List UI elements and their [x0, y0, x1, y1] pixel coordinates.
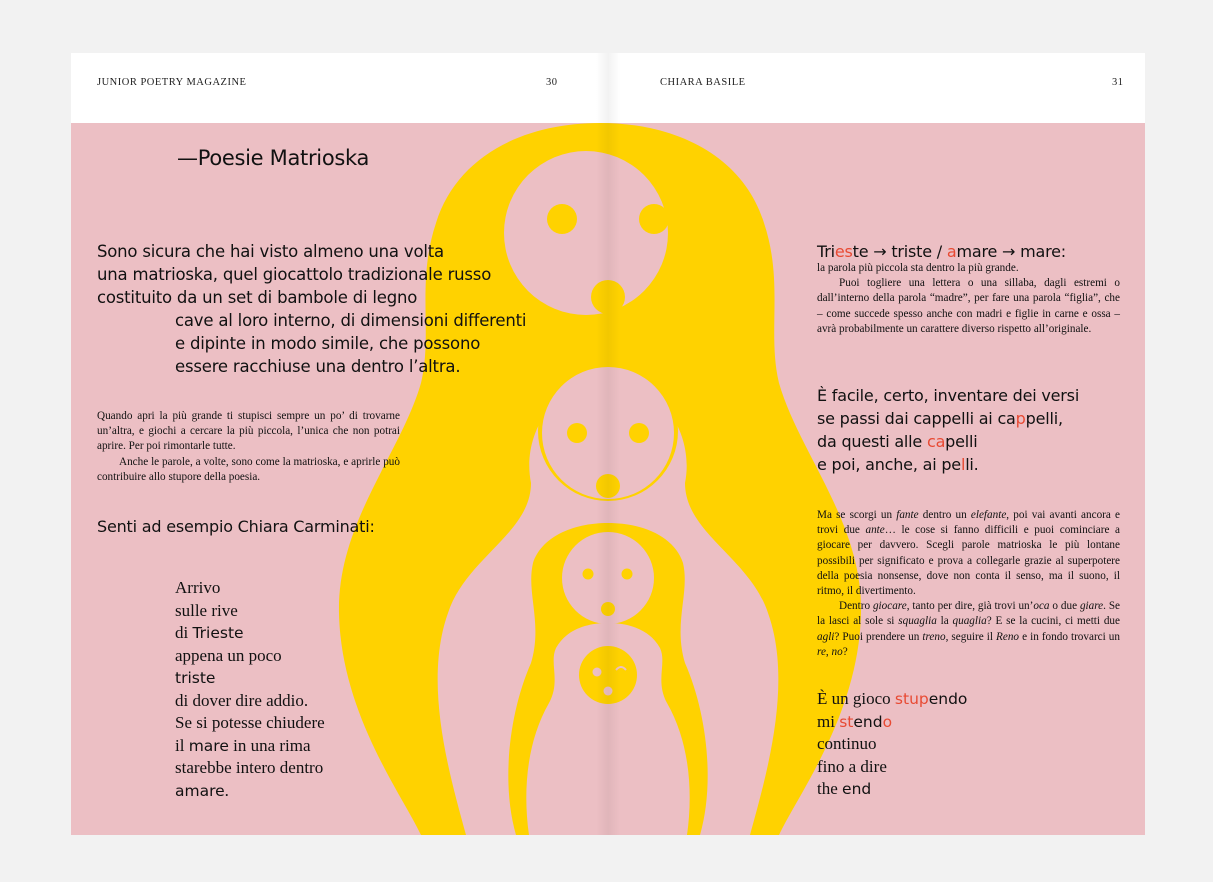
doll-2-mouth: [596, 474, 620, 498]
doll-1-mouth: [591, 280, 625, 314]
doll-4-mouth: [604, 687, 613, 696]
poem-line: appena un poco: [175, 645, 282, 665]
text: dentro un: [918, 509, 971, 521]
poem-keyword: amare: [175, 781, 225, 800]
verse-text: da questi alle: [817, 432, 927, 451]
italic-word: no: [831, 645, 843, 658]
magazine-title: JUNIOR POETRY MAGAZINE: [97, 77, 247, 88]
poem-text: di: [175, 623, 193, 642]
heading-part: te → triste /: [852, 242, 947, 261]
page-number-right: 31: [1112, 77, 1124, 88]
text: Ma se scorgi un: [817, 509, 897, 521]
verse-line: È facile, certo, inventare dei versi: [817, 386, 1080, 405]
left-body-text: [97, 409, 400, 485]
paragraph: Anche le parole, a volte, sono come la matrioska, e aprirle può contribuire allo stupore della poesia.: [97, 455, 400, 483]
poem-highlight: up: [909, 690, 929, 708]
poem-text: in una rima: [228, 735, 311, 755]
poem-keyword: triste: [175, 669, 216, 687]
text: … le cose si fanno difficili e puoi cominciare a giocare per davvero. Scegli parole matrioska le più lontane possibili per significato e prova a collegarle grazie al superpotere della poesia nonsense, dove non conta il senso, ma il suono, il ritmo, il divertimento.: [817, 524, 1120, 598]
verse-highlight: p: [1015, 409, 1026, 428]
intro-line: essere racchiuse una dentro l’altra.: [175, 357, 461, 376]
poem-line: fino a dire: [817, 756, 887, 776]
text: la: [936, 615, 953, 628]
doll-3-right-eye: [622, 569, 633, 580]
intro-line: Sono sicura che hai visto almeno una volta: [97, 242, 444, 261]
italic-word: squaglia: [898, 615, 937, 628]
italic-word: elefante: [970, 509, 1007, 521]
doll-3-left-eye: [583, 569, 594, 580]
poem-line: [817, 711, 1077, 734]
verse-text: pelli: [945, 432, 978, 451]
paragraph: Quando apri la più grande ti stupisci sempre un po’ di trovarne un’altra, e giochi a cercare la più piccola, l’unica che non potrai aprire. Per poi rimontarle tutte.: [97, 410, 400, 453]
text: ,: [825, 645, 832, 658]
doll-2-right-eye: [629, 423, 649, 443]
text: o due: [1049, 600, 1080, 613]
text: ?: [842, 645, 848, 658]
poem-line: [817, 778, 1077, 801]
poem-line: [817, 688, 1077, 711]
heading-highlight: es: [834, 242, 853, 261]
verse-text: se passi dai cappelli ai ca: [817, 409, 1016, 428]
closing-poem: [817, 688, 1077, 801]
poem-keyword: endo: [928, 690, 968, 708]
verse-block: [817, 384, 1117, 476]
magazine-spread: [71, 53, 1145, 835]
intro-line: e dipinte in modo simile, che possono: [175, 334, 481, 353]
poem-text: mi: [817, 711, 840, 731]
poem-line: [175, 735, 435, 758]
poem-line: Arrivo: [175, 578, 221, 597]
page-number-left: 30: [546, 77, 558, 88]
heading-highlight: a: [946, 242, 957, 261]
poem-line: [175, 667, 435, 690]
heading-part: mare → mare:: [956, 242, 1066, 261]
verse-line: [817, 453, 1117, 476]
italic-word: re: [817, 645, 826, 658]
paragraph: Puoi togliere una lettera o una sillaba, dagli estremi o dall’interno della parola “madre”, per fare una parola “figlia”, che – come succede spesso anche con madri e figlie in carne e ossa – avrà probabilmente un carattere diverso rispetto all’originale.: [817, 277, 1120, 335]
verse-line: [817, 430, 1117, 453]
poem-highlight: o: [882, 712, 893, 731]
verse-text: pelli,: [1025, 409, 1063, 428]
heading-subtitle: la parola più piccola sta dentro la più grande.: [817, 262, 1019, 274]
article-title: —Poesie Matrioska: [177, 146, 370, 170]
verse-line: [817, 407, 1117, 430]
subheading: Senti ad esempio Chiara Carminati:: [97, 517, 375, 536]
poem-line: [175, 622, 435, 645]
italic-word: quaglia: [952, 615, 987, 628]
intro-line: costituito da un set di bambole di legno: [97, 288, 418, 307]
italic-word: treno: [922, 630, 946, 643]
poem-highlight: st: [894, 690, 910, 708]
right-body-text-1: [817, 261, 1120, 337]
doll-1-right-eye: [639, 204, 669, 234]
italic-word: Reno: [996, 630, 1020, 643]
text: ? E se la cucini, ci metti due: [986, 615, 1120, 628]
poem-line: di dover dire addio.: [175, 690, 309, 710]
poem-text: .: [224, 780, 229, 800]
doll-4-left-eye: [593, 668, 602, 677]
poem-carminati: [175, 577, 435, 802]
text: e in fondo trovarci un: [1019, 630, 1120, 643]
text: , seguire il: [945, 630, 997, 643]
italic-word: oca: [1033, 600, 1050, 613]
doll-2-left-eye: [567, 423, 587, 443]
poem-line: sulle rive: [175, 600, 238, 620]
poem-text: il: [175, 735, 189, 755]
verse-highlight: l: [960, 455, 966, 474]
intro-text: [97, 240, 577, 378]
poem-keyword: Trieste: [192, 624, 244, 642]
right-body-text-2: [817, 508, 1120, 660]
text: Dentro: [839, 600, 873, 613]
text: , poi vai avanti ancora e trovi due: [817, 509, 1120, 537]
doll-3-mouth-dot: [601, 602, 615, 616]
verse-highlight: ca: [926, 432, 946, 451]
italic-word: giocare: [872, 600, 907, 613]
poem-keyword: end: [842, 780, 872, 798]
text: ? Puoi prendere un: [834, 630, 923, 643]
intro-line: cave al loro interno, di dimensioni differenti: [175, 311, 527, 330]
author-name: CHIARA BASILE: [660, 77, 746, 88]
verse-text: li.: [965, 455, 979, 474]
italic-word: giare: [1079, 600, 1104, 613]
verse-text: e poi, anche, ai pe: [817, 455, 961, 474]
poem-line: [175, 780, 435, 803]
poem-text: the: [817, 779, 843, 798]
poem-keyword: end: [853, 712, 883, 731]
italic-word: fante: [896, 509, 919, 521]
italic-word: agli: [817, 630, 835, 643]
intro-line: una matrioska, quel giocattolo tradizionale russo: [97, 265, 492, 284]
poem-line: starebbe intero dentro: [175, 758, 324, 777]
poem-keyword: mare: [188, 736, 229, 755]
italic-word: ante: [865, 524, 885, 537]
paragraph: [817, 599, 1120, 660]
poem-line: continuo: [817, 734, 877, 753]
poem-text: È un gioco: [817, 689, 895, 708]
doll-1-left-eye: [547, 204, 577, 234]
text: , tanto per dire, già trovi un’: [906, 600, 1034, 613]
poem-line: Se si potesse chiudere: [175, 713, 325, 732]
poem-highlight: st: [839, 712, 854, 731]
heading-part: Tri: [817, 242, 835, 261]
paragraph: [817, 508, 1120, 599]
text: . Se la lasci al sole si: [817, 600, 1121, 628]
word-nesting-heading: [817, 242, 1066, 261]
